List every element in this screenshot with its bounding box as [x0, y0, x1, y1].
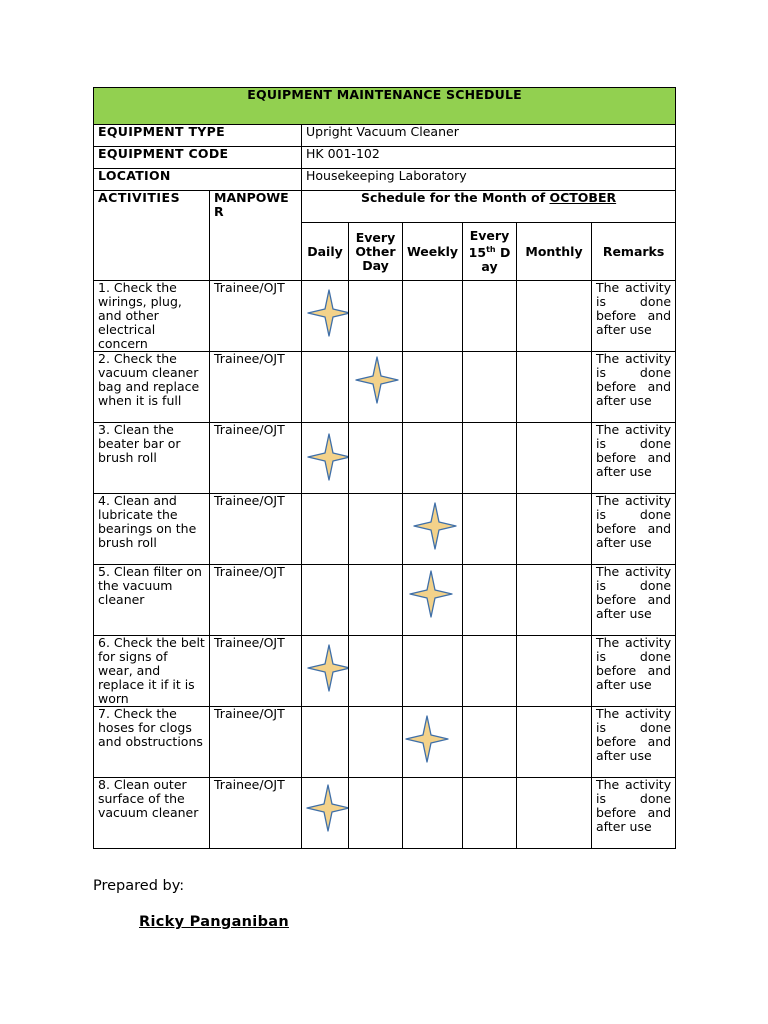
activity-row: [94, 778, 676, 849]
schedule-cell-every-15th-day: [463, 423, 517, 494]
four-point-star-icon: [413, 502, 457, 550]
prepared-by-name: Ricky Panganiban: [139, 914, 289, 930]
activity-manpower: Trainee/OJT: [210, 778, 302, 849]
schedule-cell-every-other-day: [349, 281, 403, 352]
schedule-cell-daily: [302, 494, 349, 565]
schedule-month-name: OCTOBER: [549, 190, 617, 205]
four-point-star-icon: [307, 289, 349, 337]
schedule-cell-daily: [302, 565, 349, 636]
schedule-cell-daily: [302, 352, 349, 423]
schedule-cell-monthly: [517, 565, 592, 636]
four-point-star-icon: [355, 356, 399, 404]
activity-manpower: Trainee/OJT: [210, 565, 302, 636]
schedule-cell-every-other-day: [349, 352, 403, 423]
schedule-cell-weekly: [403, 352, 463, 423]
four-point-star-icon: [405, 715, 449, 763]
remarks-header: Remarks: [592, 223, 676, 281]
activity-remarks: The activity is done before and after use: [592, 423, 676, 494]
activity-manpower: Trainee/OJT: [210, 636, 302, 707]
maintenance-schedule-table: [93, 87, 676, 849]
equipment-type-value: Upright Vacuum Cleaner: [302, 125, 676, 147]
equipment-code-value: HK 001-102: [302, 147, 676, 169]
schedule-cell-daily: [302, 281, 349, 352]
schedule-cell-daily: [302, 707, 349, 778]
schedule-cell-every-15th-day: [463, 778, 517, 849]
location-value: Housekeeping Laboratory: [302, 169, 676, 191]
every-15th-base: Every 15: [468, 227, 510, 261]
schedule-cell-every-15th-day: [463, 494, 517, 565]
schedule-cell-daily: [302, 636, 349, 707]
schedule-cell-every-other-day: [349, 778, 403, 849]
activity-text: 1. Check the wirings, plug, and other electrical concern: [94, 281, 210, 352]
schedule-cell-monthly: [517, 352, 592, 423]
activity-row: [94, 636, 676, 707]
schedule-cell-every-15th-day: [463, 565, 517, 636]
activity-row: [94, 494, 676, 565]
activity-remarks: The activity is done before and after use: [592, 494, 676, 565]
manpower-header: MANPOWER: [210, 191, 302, 281]
schedule-title: EQUIPMENT MAINTENANCE SCHEDULE: [94, 88, 676, 125]
every-15th-tail: Day: [481, 245, 511, 275]
schedule-cell-every-15th-day: [463, 636, 517, 707]
activity-remarks: The activity is done before and after use: [592, 352, 676, 423]
schedule-cell-every-other-day: [349, 707, 403, 778]
schedule-cell-every-15th-day: [463, 281, 517, 352]
activity-manpower: Trainee/OJT: [210, 494, 302, 565]
four-point-star-icon: [306, 784, 349, 832]
activity-row: [94, 423, 676, 494]
schedule-cell-monthly: [517, 707, 592, 778]
four-point-star-icon: [307, 433, 349, 481]
activity-row: [94, 565, 676, 636]
schedule-month-header: [302, 191, 676, 223]
four-point-star-icon: [409, 570, 453, 618]
activity-manpower: Trainee/OJT: [210, 707, 302, 778]
schedule-cell-weekly: [403, 281, 463, 352]
activity-remarks: The activity is done before and after use: [592, 281, 676, 352]
schedule-cell-every-other-day: [349, 636, 403, 707]
activity-manpower: Trainee/OJT: [210, 281, 302, 352]
info-row-equipment-code: [94, 147, 676, 169]
activity-remarks: The activity is done before and after use: [592, 636, 676, 707]
activities-header: ACTIVITIES: [94, 191, 210, 281]
schedule-cell-monthly: [517, 494, 592, 565]
schedule-cell-weekly: [403, 636, 463, 707]
activity-row: [94, 707, 676, 778]
schedule-cell-monthly: [517, 281, 592, 352]
four-point-star-icon: [307, 644, 349, 692]
every-15th-sup: th: [486, 244, 496, 254]
schedule-cell-monthly: [517, 423, 592, 494]
activity-remarks: The activity is done before and after use: [592, 707, 676, 778]
every-15th-day-header: [463, 223, 517, 281]
activity-text: 2. Check the vacuum cleaner bag and replace when it is full: [94, 352, 210, 423]
schedule-cell-every-other-day: [349, 494, 403, 565]
activity-text: 7. Check the hoses for clogs and obstructions: [94, 707, 210, 778]
activity-row: [94, 352, 676, 423]
equipment-type-label: EQUIPMENT TYPE: [94, 125, 302, 147]
activity-text: 6. Check the belt for signs of wear, and replace it if it is worn: [94, 636, 210, 707]
every-other-day-header: Every Other Day: [349, 223, 403, 281]
info-row-location: [94, 169, 676, 191]
activity-remarks: The activity is done before and after use: [592, 778, 676, 849]
weekly-header: Weekly: [403, 223, 463, 281]
prepared-by-label: Prepared by:: [93, 878, 185, 894]
schedule-cell-weekly: [403, 423, 463, 494]
activity-remarks: The activity is done before and after use: [592, 565, 676, 636]
activity-manpower: Trainee/OJT: [210, 423, 302, 494]
schedule-month-prefix: Schedule for the Month of: [360, 190, 550, 205]
schedule-cell-every-other-day: [349, 565, 403, 636]
activity-text: 4. Clean and lubricate the bearings on the brush roll: [94, 494, 210, 565]
schedule-cell-daily: [302, 778, 349, 849]
schedule-cell-weekly: [403, 778, 463, 849]
schedule-cell-every-15th-day: [463, 707, 517, 778]
equipment-code-label: EQUIPMENT CODE: [94, 147, 302, 169]
activity-manpower: Trainee/OJT: [210, 352, 302, 423]
schedule-cell-monthly: [517, 778, 592, 849]
schedule-cell-every-other-day: [349, 423, 403, 494]
schedule-cell-every-15th-day: [463, 352, 517, 423]
activity-row: [94, 281, 676, 352]
schedule-cell-weekly: [403, 565, 463, 636]
activity-text: 5. Clean filter on the vacuum cleaner: [94, 565, 210, 636]
schedule-cell-daily: [302, 423, 349, 494]
schedule-cell-monthly: [517, 636, 592, 707]
activity-text: 8. Clean outer surface of the vacuum cleaner: [94, 778, 210, 849]
activity-text: 3. Clean the beater bar or brush roll: [94, 423, 210, 494]
daily-header: Daily: [302, 223, 349, 281]
schedule-cell-weekly: [403, 494, 463, 565]
schedule-cell-weekly: [403, 707, 463, 778]
info-row-equipment-type: [94, 125, 676, 147]
monthly-header: Monthly: [517, 223, 592, 281]
location-label: LOCATION: [94, 169, 302, 191]
